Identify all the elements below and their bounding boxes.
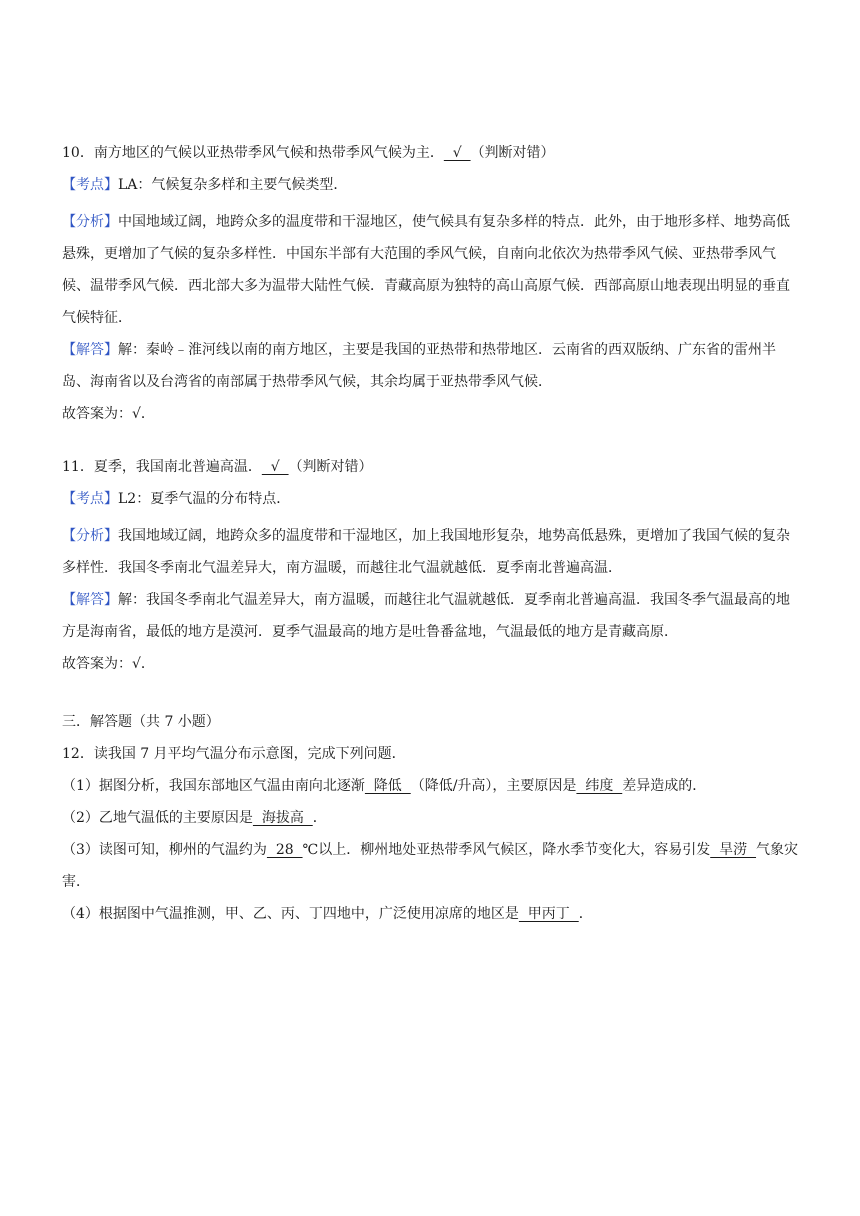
sub-question-text: 差异造成的． [622, 778, 707, 794]
question-12-stem: 12．读我国 7 月平均气温分布示意图，完成下列问题． [62, 746, 406, 762]
answer-blank: √ [443, 145, 471, 161]
kaodian-tag: 【考点】 [62, 491, 118, 507]
question-10 [62, 142, 802, 430]
kaodian-text: LA：气候复杂多样和主要气候类型． [118, 177, 348, 193]
question-11-stem [62, 456, 802, 478]
sub-question-text: ． [312, 810, 327, 826]
final-answer: 故答案为：√． [62, 406, 155, 422]
sub-question-text: （4）根据图中气温推测，甲、乙、丙、丁四地中，广泛使用凉席的地区是 [62, 906, 519, 922]
sub-question-4 [62, 898, 802, 930]
section-heading: 三．解答题（共 7 小题） [62, 714, 220, 730]
jieda-tag: 【解答】 [62, 342, 118, 358]
answer-blank: 28 [266, 842, 303, 858]
answer-blank: 降低 [364, 778, 411, 794]
answer-blank: 甲丙丁 [518, 906, 579, 922]
question-hint: （判断对错） [288, 459, 373, 475]
sub-question-1 [62, 770, 802, 802]
fenxi-paragraph [62, 520, 802, 584]
sub-question-2 [62, 802, 802, 834]
jieda-tag: 【解答】 [62, 592, 118, 608]
sub-question-text: ℃以上．柳州地处亚热带季风气候区，降水季节变化大，容易引发 [302, 842, 711, 858]
kaodian-text: L2：夏季气温的分布特点． [118, 491, 291, 507]
sub-question-text: （降低/升高），主要原因是 [410, 778, 577, 794]
question-12 [62, 738, 802, 930]
question-hint: （判断对错） [470, 145, 555, 161]
jieda-text: 解：我国冬季南北气温差异大，南方温暖，而越往北气温就越低．夏季南北普遍高温．我国冬季气温最高的地方是海南省，最低的地方是漠河．夏季气温最高的地方是吐鲁番盆地，气温最低的地方是青藏高原． [62, 592, 790, 640]
kaodian-line [62, 488, 802, 510]
spacer [62, 680, 802, 706]
fenxi-text: 中国地域辽阔，地跨众多的温度带和干湿地区，使气候具有复杂多样的特点．此外，由于地形多样、地势高低悬殊，更增加了气候的复杂多样性．中国东半部有大范围的季风气候，自南向北依次为热带季风气候、亚热带季风气候、温带季风气候．西北部大多为温带大陆性气候．青藏高原为独特的高山高原气候．西部高原山地表现出明显的垂直气候特征． [62, 214, 790, 326]
sub-question-3 [62, 834, 802, 898]
fenxi-paragraph [62, 206, 802, 334]
question-11 [62, 456, 802, 680]
sub-question-text: ． [578, 906, 593, 922]
sub-question-text: 气象灾害． [62, 842, 799, 890]
question-text: 10．南方地区的气候以亚热带季风气候和热带季风气候为主． [62, 145, 444, 161]
kaodian-line [62, 174, 802, 196]
final-answer: 故答案为：√． [62, 656, 155, 672]
spacer [62, 430, 802, 456]
answer-blank: 纬度 [576, 778, 623, 794]
question-text: 11．夏季，我国南北普遍高温． [62, 459, 262, 475]
answer-blank: √ [261, 459, 289, 475]
sub-question-text: （2）乙地气温低的主要原因是 [62, 810, 253, 826]
fenxi-text: 我国地域辽阔，地跨众多的温度带和干湿地区，加上我国地形复杂，地势高低悬殊，更增加了我国气候的复杂多样性．我国冬季南北气温差异大，南方温暖，而越往北气温就越低．夏季南北普遍高温． [62, 528, 790, 576]
sub-question-text: （1）据图分析，我国东部地区气温由南向北逐渐 [62, 778, 365, 794]
question-10-stem [62, 142, 802, 164]
kaodian-tag: 【考点】 [62, 177, 118, 193]
sub-question-text: （3）读图可知，柳州的气温约为 [62, 842, 267, 858]
jieda-paragraph [62, 584, 802, 648]
fenxi-tag: 【分析】 [62, 214, 118, 230]
jieda-text: 解：秦岭﹣淮河线以南的南方地区，主要是我国的亚热带和热带地区．云南省的西双版纳、广东省的雷州半岛、海南省以及台湾省的南部属于热带季风气候，其余均属于亚热带季风气候． [62, 342, 776, 390]
jieda-paragraph [62, 334, 802, 398]
document-page [62, 142, 802, 930]
answer-blank: 海拔高 [252, 810, 313, 826]
answer-blank: 旱涝 [710, 842, 757, 858]
fenxi-tag: 【分析】 [62, 528, 118, 544]
